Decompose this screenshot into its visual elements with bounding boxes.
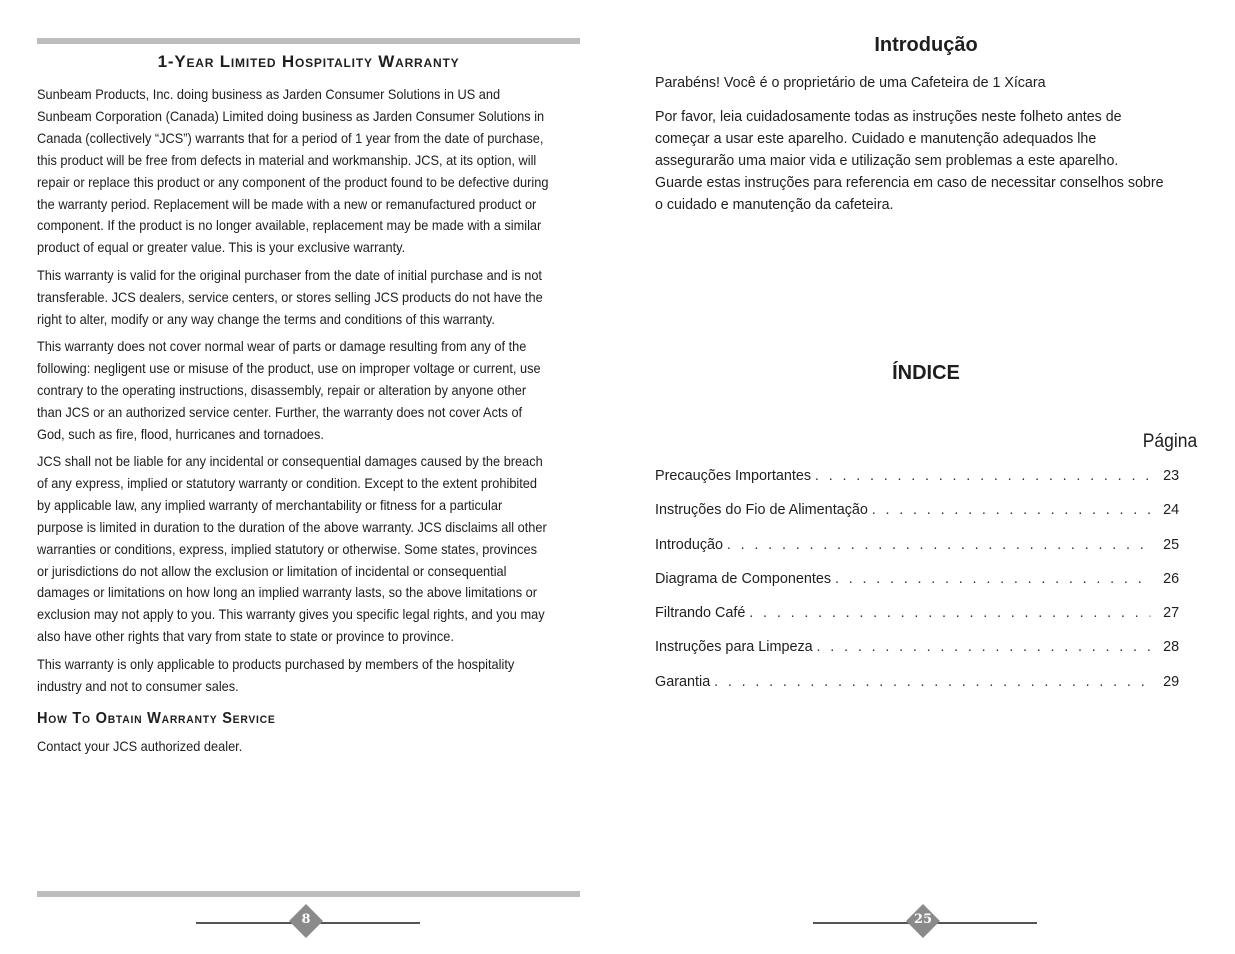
toc-item-page: 25 bbox=[1163, 535, 1180, 553]
bottom-rule bbox=[37, 891, 580, 897]
toc-leader-dots bbox=[815, 467, 1150, 484]
toc-item-label: Filtrando Café bbox=[655, 604, 746, 622]
intro-title: Introdução bbox=[874, 34, 978, 56]
toc-item-label: Instruções para Limpeza bbox=[655, 638, 813, 656]
toc-item-label: Introdução bbox=[655, 535, 724, 553]
toc-item[interactable] bbox=[655, 604, 1179, 638]
warranty-contact: Contact your JCS authorized dealer. bbox=[37, 739, 243, 755]
right-page bbox=[617, 0, 1235, 954]
page-number: 25 bbox=[913, 912, 933, 927]
toc-title: ÍNDICE bbox=[892, 362, 960, 384]
left-page bbox=[0, 0, 617, 954]
toc-leader-dots bbox=[727, 536, 1150, 553]
toc-page-column-label: Página bbox=[1142, 431, 1197, 452]
toc-item-page: 27 bbox=[1163, 604, 1180, 622]
toc-leader-dots bbox=[872, 501, 1151, 518]
intro-paragraph-1: Parabéns! Você é o proprietário de uma Cafeteira de 1 Xícara bbox=[655, 74, 1046, 91]
toc-item-label: Diagrama de Componentes bbox=[655, 569, 832, 587]
warranty-paragraph-5: This warranty is only applicable to products purchased by members of the hospitality industry and not to consumer sales. bbox=[37, 656, 515, 694]
toc-item[interactable] bbox=[655, 673, 1179, 707]
toc-item-label: Precauções Importantes bbox=[655, 467, 812, 484]
warranty-service-heading: How To Obtain Warranty Service bbox=[37, 710, 276, 728]
toc-item-page: 29 bbox=[1163, 672, 1180, 690]
toc-leader-dots bbox=[817, 638, 1151, 655]
warranty-paragraph-1: Sunbeam Products, Inc. doing business as Jarden Consumer Solutions in US and Sunbeam Corporation (Canada) Limited doing business as Jarden Consumer Solutions in Canada (collectively “JCS”) warrants that for a period of 1 year from the date of purchase, this product will be free from defects in material and workmanship. JCS, at its option, will repair or replace this product or any component of the product found to be defective during the warranty period. Replacement will be made with a new or remanufactured product or component. If the product is no longer available, replacement may be made with a similar product of equal or greater value. This is your exclusive warranty. bbox=[37, 87, 549, 256]
warranty-paragraph-2: This warranty is valid for the original purchaser from the date of initial purchase and is not transferable. JCS dealers, service centers, or stores selling JCS products do not have the right to alter, modify or any way change the terms and conditions of this warranty. bbox=[37, 267, 543, 327]
warranty-body bbox=[37, 84, 549, 764]
toc-item[interactable] bbox=[655, 536, 1179, 570]
intro-paragraph-2: Por favor, leia cuidadosamente todas as instruções neste folheto antes de começar a usar este aparelho. Cuidado e manutenção adequados lhe assegurarão uma maior vida e utilização sem problemas a este aparelho. Guarde estas instruções para referencia em caso de necessitar conselhos sobre o cuidado e manutenção da cafeteira. bbox=[655, 108, 1164, 213]
toc-item[interactable] bbox=[655, 501, 1179, 535]
toc-leader-dots bbox=[749, 604, 1150, 621]
page-number: 8 bbox=[301, 912, 311, 927]
toc-item-label: Garantia bbox=[655, 672, 711, 690]
warranty-title: 1-Year Limited Hospitality Warranty bbox=[157, 52, 460, 71]
page-number-badge-left bbox=[196, 904, 426, 940]
toc-item[interactable] bbox=[655, 570, 1179, 604]
toc-leader-dots bbox=[714, 673, 1150, 690]
top-rule bbox=[37, 38, 580, 44]
toc-item-page: 28 bbox=[1163, 638, 1180, 656]
warranty-paragraph-4: JCS shall not be liable for any incidental or consequential damages caused by the breach of any express, implied or statutory warranty or condition. Except to the extent prohibited by applicable law, any implied warranty of merchantability or fitness for a particular purpose is limited in duration to the duration of the above warranty. JCS disclaims all other warranties or conditions, express, implied statutory or otherwise. Some states, provinces or jurisdictions do not allow the exclusion or limitation of incidental or consequential damages or limitations on how long an implied warranty lasts, so the above limitations or exclusion may not apply to you. This warranty gives you specific legal rights, and you may also have other rights that vary from state to state or province to province. bbox=[37, 454, 547, 645]
toc-item-page: 24 bbox=[1163, 501, 1180, 519]
table-of-contents bbox=[655, 467, 1179, 707]
toc-item-page: 26 bbox=[1163, 569, 1180, 587]
toc-item-page: 23 bbox=[1163, 467, 1180, 484]
toc-item[interactable] bbox=[655, 467, 1179, 501]
warranty-paragraph-3: This warranty does not cover normal wear of parts or damage resulting from any of the following: negligent use or misuse of the product, use on improper voltage or current, use contrary to the operating instructions, disassembly, repair or alteration by anyone other than JCS or an authorized service center. Further, the warranty does not cover Acts of God, such as fire, flood, hurricanes and tornadoes. bbox=[37, 338, 541, 442]
toc-item-label: Instruções do Fio de Alimentação bbox=[655, 501, 868, 519]
intro-body bbox=[655, 72, 1168, 228]
toc-item[interactable] bbox=[655, 638, 1179, 672]
toc-leader-dots bbox=[835, 570, 1150, 587]
page-number-badge-right bbox=[813, 904, 1043, 940]
